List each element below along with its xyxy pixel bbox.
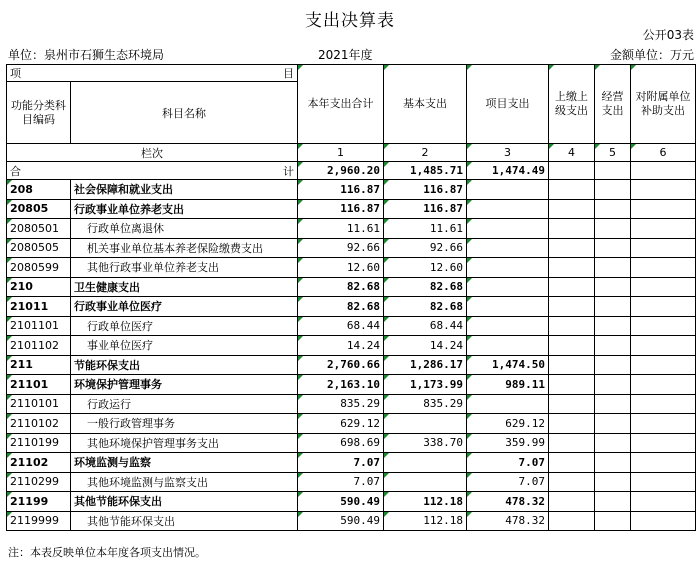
- row-total: 12.60: [298, 258, 384, 278]
- row-total: 92.66: [298, 238, 384, 258]
- row-upper: [549, 394, 595, 414]
- row-subsidy: [631, 219, 696, 239]
- table-row: [7, 492, 696, 512]
- row-name: 其他行政事业单位养老支出: [71, 258, 298, 278]
- header-item-label-right: 目: [283, 67, 294, 80]
- row-name: 节能环保支出: [71, 355, 298, 375]
- row-subsidy: [631, 511, 696, 531]
- row-code: 21101: [7, 375, 71, 395]
- row-total: 68.44: [298, 316, 384, 336]
- row-basic: 82.68: [384, 297, 467, 317]
- col-num: 3: [467, 144, 549, 162]
- row-basic: [384, 453, 467, 473]
- total-project: 1,474.49: [467, 162, 549, 180]
- row-business: [595, 180, 631, 200]
- col-num: 2: [384, 144, 467, 162]
- row-subsidy: [631, 375, 696, 395]
- row-upper: [549, 219, 595, 239]
- row-code: 21011: [7, 297, 71, 317]
- row-basic: [384, 472, 467, 492]
- row-upper: [549, 336, 595, 356]
- table-row: [7, 472, 696, 492]
- header-business: 经营支出: [595, 65, 631, 144]
- row-name: 环境监测与监察: [71, 453, 298, 473]
- row-name: 一般行政管理事务: [71, 414, 298, 434]
- row-subsidy: [631, 258, 696, 278]
- row-total: 82.68: [298, 297, 384, 317]
- header-item-label: 项: [10, 67, 21, 80]
- row-name: 其他环境监测与监察支出: [71, 472, 298, 492]
- row-upper: [549, 238, 595, 258]
- row-name: 其他节能环保支出: [71, 492, 298, 512]
- row-subsidy: [631, 238, 696, 258]
- row-basic: 112.18: [384, 492, 467, 512]
- row-name: 卫生健康支出: [71, 277, 298, 297]
- page-title: 支出决算表: [305, 11, 395, 31]
- row-basic: [384, 414, 467, 434]
- row-basic: 1,286.17: [384, 355, 467, 375]
- row-name: 机关事业单位基本养老保险缴费支出: [71, 238, 298, 258]
- row-business: [595, 199, 631, 219]
- row-business: [595, 297, 631, 317]
- row-code: 2110102: [7, 414, 71, 434]
- row-subsidy: [631, 472, 696, 492]
- column-row-label: 栏次: [7, 144, 298, 162]
- row-business: [595, 472, 631, 492]
- col-num: 1: [298, 144, 384, 162]
- col-num: 5: [595, 144, 631, 162]
- row-project: [467, 394, 549, 414]
- table-row: [7, 180, 696, 200]
- row-subsidy: [631, 492, 696, 512]
- row-total: 116.87: [298, 180, 384, 200]
- row-total: 7.07: [298, 453, 384, 473]
- header-total: 本年支出合计: [298, 65, 384, 144]
- expenditure-table: [6, 64, 696, 531]
- row-total: 698.69: [298, 433, 384, 453]
- row-code: 2101102: [7, 336, 71, 356]
- row-subsidy: [631, 336, 696, 356]
- row-basic: 82.68: [384, 277, 467, 297]
- table-row: [7, 433, 696, 453]
- row-upper: [549, 258, 595, 278]
- row-name: 环境保护管理事务: [71, 375, 298, 395]
- row-total: 11.61: [298, 219, 384, 239]
- table-row: [7, 511, 696, 531]
- header-item-row: [7, 65, 696, 82]
- form-code: 公开03表: [642, 28, 694, 42]
- row-business: [595, 219, 631, 239]
- col-num: 4: [549, 144, 595, 162]
- fiscal-year: 2021年度: [318, 48, 373, 62]
- row-project: 7.07: [467, 453, 549, 473]
- row-business: [595, 414, 631, 434]
- row-project: 478.32: [467, 511, 549, 531]
- row-upper: [549, 453, 595, 473]
- row-business: [595, 453, 631, 473]
- row-subsidy: [631, 297, 696, 317]
- row-project: [467, 277, 549, 297]
- row-name: 其他节能环保支出: [71, 511, 298, 531]
- row-total: 7.07: [298, 472, 384, 492]
- col-num: 6: [631, 144, 696, 162]
- row-upper: [549, 433, 595, 453]
- column-number-row: [7, 144, 696, 162]
- row-project: 359.99: [467, 433, 549, 453]
- row-project: 7.07: [467, 472, 549, 492]
- row-project: [467, 297, 549, 317]
- row-basic: 116.87: [384, 199, 467, 219]
- unit-name: 单位：泉州市石狮生态环境局: [8, 48, 165, 62]
- header-basic: 基本支出: [384, 65, 467, 144]
- row-name: 其他环境保护管理事务支出: [71, 433, 298, 453]
- row-business: [595, 375, 631, 395]
- row-basic: 835.29: [384, 394, 467, 414]
- row-upper: [549, 199, 595, 219]
- row-project: 1,474.50: [467, 355, 549, 375]
- row-subsidy: [631, 277, 696, 297]
- amount-unit: 金额单位：万元: [609, 48, 694, 62]
- total-label-left: 合: [10, 164, 21, 178]
- header-code: 功能分类科目编码: [7, 82, 71, 144]
- table-row: [7, 238, 696, 258]
- table-row: [7, 199, 696, 219]
- row-total: 629.12: [298, 414, 384, 434]
- row-code: 2119999: [7, 511, 71, 531]
- total-amount: 2,960.20: [298, 162, 384, 180]
- footnote: 注：本表反映单位本年度各项支出情况。: [8, 546, 206, 559]
- row-business: [595, 355, 631, 375]
- row-business: [595, 394, 631, 414]
- total-subsidy: [631, 162, 696, 180]
- total-basic: 1,485.71: [384, 162, 467, 180]
- row-subsidy: [631, 355, 696, 375]
- row-project: [467, 238, 549, 258]
- row-basic: 112.18: [384, 511, 467, 531]
- row-subsidy: [631, 433, 696, 453]
- row-project: 989.11: [467, 375, 549, 395]
- table-row: [7, 316, 696, 336]
- table-row: [7, 394, 696, 414]
- row-code: 210: [7, 277, 71, 297]
- row-total: 116.87: [298, 199, 384, 219]
- row-subsidy: [631, 180, 696, 200]
- row-total: 590.49: [298, 511, 384, 531]
- table-row: [7, 355, 696, 375]
- row-code: 2110299: [7, 472, 71, 492]
- total-upper: [549, 162, 595, 180]
- row-code: 2080505: [7, 238, 71, 258]
- row-total: 2,163.10: [298, 375, 384, 395]
- header-item-cell: [7, 65, 298, 82]
- row-business: [595, 336, 631, 356]
- row-upper: [549, 180, 595, 200]
- row-subsidy: [631, 316, 696, 336]
- table-row: [7, 336, 696, 356]
- row-business: [595, 433, 631, 453]
- row-code: 211: [7, 355, 71, 375]
- table-row: [7, 277, 696, 297]
- row-business: [595, 316, 631, 336]
- row-project: [467, 316, 549, 336]
- row-upper: [549, 511, 595, 531]
- row-code: 2080599: [7, 258, 71, 278]
- row-upper: [549, 277, 595, 297]
- row-business: [595, 492, 631, 512]
- row-basic: 92.66: [384, 238, 467, 258]
- row-name: 行政单位离退休: [71, 219, 298, 239]
- row-subsidy: [631, 199, 696, 219]
- row-basic: 338.70: [384, 433, 467, 453]
- row-upper: [549, 414, 595, 434]
- row-name: 行政运行: [71, 394, 298, 414]
- row-name: 行政事业单位医疗: [71, 297, 298, 317]
- row-name: 行政事业单位养老支出: [71, 199, 298, 219]
- row-business: [595, 511, 631, 531]
- row-code: 21199: [7, 492, 71, 512]
- row-upper: [549, 316, 595, 336]
- row-basic: 1,173.99: [384, 375, 467, 395]
- row-name: 行政单位医疗: [71, 316, 298, 336]
- row-code: 21102: [7, 453, 71, 473]
- row-code: 2101101: [7, 316, 71, 336]
- row-upper: [549, 492, 595, 512]
- row-total: 835.29: [298, 394, 384, 414]
- row-project: [467, 258, 549, 278]
- row-code: 2110199: [7, 433, 71, 453]
- row-subsidy: [631, 453, 696, 473]
- row-code: 2110101: [7, 394, 71, 414]
- row-project: 478.32: [467, 492, 549, 512]
- row-business: [595, 258, 631, 278]
- total-label-cell: [7, 162, 298, 180]
- row-upper: [549, 472, 595, 492]
- row-project: [467, 199, 549, 219]
- total-business: [595, 162, 631, 180]
- table-row: [7, 375, 696, 395]
- row-basic: 68.44: [384, 316, 467, 336]
- table-row: [7, 414, 696, 434]
- row-business: [595, 277, 631, 297]
- table-row: [7, 297, 696, 317]
- table-row: [7, 219, 696, 239]
- row-code: 208: [7, 180, 71, 200]
- row-total: 82.68: [298, 277, 384, 297]
- header-name: 科目名称: [71, 82, 298, 144]
- row-project: [467, 336, 549, 356]
- row-basic: 12.60: [384, 258, 467, 278]
- row-total: 2,760.66: [298, 355, 384, 375]
- row-basic: 14.24: [384, 336, 467, 356]
- row-project: [467, 219, 549, 239]
- total-label-right: 计: [283, 164, 294, 178]
- header-upper: 上缴上级支出: [549, 65, 595, 144]
- row-basic: 11.61: [384, 219, 467, 239]
- row-code: 20805: [7, 199, 71, 219]
- total-row: [7, 162, 696, 180]
- row-upper: [549, 297, 595, 317]
- row-project: 629.12: [467, 414, 549, 434]
- row-business: [595, 238, 631, 258]
- row-upper: [549, 355, 595, 375]
- row-name: 社会保障和就业支出: [71, 180, 298, 200]
- header-project: 项目支出: [467, 65, 549, 144]
- table-row: [7, 258, 696, 278]
- row-upper: [549, 375, 595, 395]
- row-subsidy: [631, 394, 696, 414]
- row-subsidy: [631, 414, 696, 434]
- row-project: [467, 180, 549, 200]
- table-row: [7, 453, 696, 473]
- row-name: 事业单位医疗: [71, 336, 298, 356]
- header-subsidy: 对附属单位补助支出: [631, 65, 696, 144]
- row-total: 14.24: [298, 336, 384, 356]
- row-basic: 116.87: [384, 180, 467, 200]
- row-code: 2080501: [7, 219, 71, 239]
- row-total: 590.49: [298, 492, 384, 512]
